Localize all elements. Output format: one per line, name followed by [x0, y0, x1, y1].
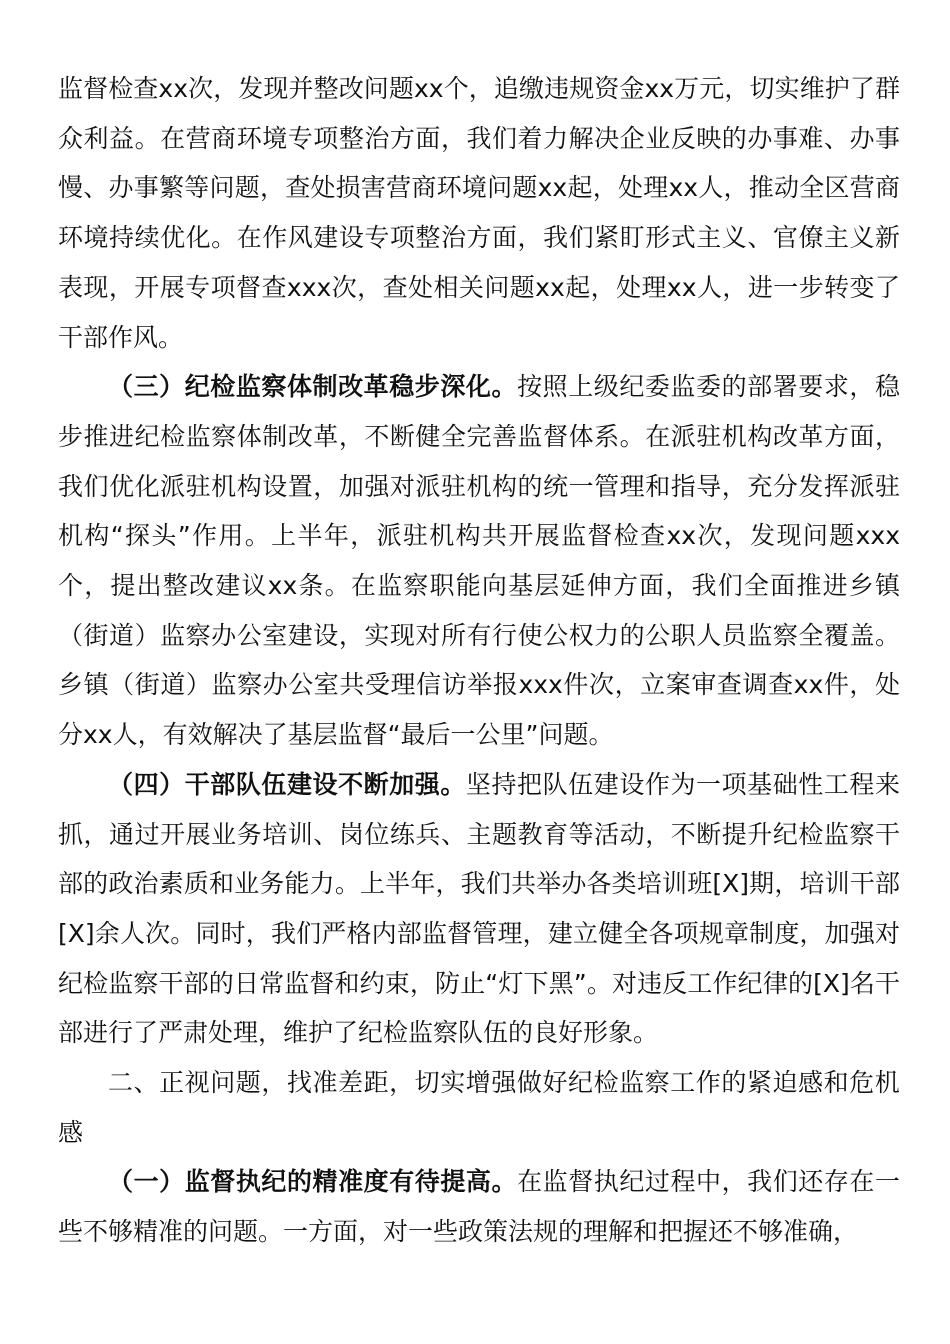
section-title-text: 二、正视问题，找准差距，切实增强做好纪检监察工作的紧迫感和危机感	[58, 1068, 900, 1147]
paragraph-text: 监督检查xx次，发现并整改问题xx个，追缴违规资金xx万元，切实维护了群众利益。在营商环境专项整治方面，我们着力解决企业反映的办事难、办事慢、办事繁等问题，查处损害营商环境问题xx起，处理xx人，推动全区营商环境持续优化。在作风建设专项整治方面，我们紧盯形式主义、官僚主义新表现，开展专项督查xxx次，查处相关问题xx起，处理xx人，进一步转变了干部作风。	[58, 74, 900, 352]
paragraph-problem-1	[58, 1157, 900, 1256]
paragraph-heading: （四）干部队伍建设不断加强。	[108, 769, 466, 799]
document-page	[58, 64, 900, 1257]
section-title-2	[58, 1058, 900, 1157]
paragraph-heading: （一）监督执纪的精准度有待提高。	[108, 1167, 518, 1197]
paragraph-text: 在监督执纪过程中，我们还存在一些不够精准的问题。一方面，对一些政策法规的理解和把握还不够准确，	[58, 1167, 900, 1247]
paragraph-section-4	[58, 760, 900, 1058]
paragraph-section-3	[58, 362, 900, 760]
paragraph-text: 坚持把队伍建设作为一项基础性工程来抓，通过开展业务培训、岗位练兵、主题教育等活动，不断提升纪检监察干部的政治素质和业务能力。上半年，我们共举办各类培训班[X]期，培训干部[X]余人次。同时，我们严格内部监督管理，建立健全各项规章制度，加强对纪检监察干部的日常监督和约束，防止“灯下黑”。对违反工作纪律的[X]名干部进行了严肃处理，维护了纪检监察队伍的良好形象。	[58, 769, 900, 1048]
paragraph-heading: （三）纪检监察体制改革稳步深化。	[108, 372, 518, 402]
paragraph-continuation	[58, 64, 900, 362]
paragraph-text: 按照上级纪委监委的部署要求，稳步推进纪检监察体制改革，不断健全完善监督体系。在派驻机构改革方面，我们优化派驻机构设置，加强对派驻机构的统一管理和指导，充分发挥派驻机构“探头”作用。上半年，派驻机构共开展监督检查xx次，发现问题xxx个，提出整改建议xx条。在监察职能向基层延伸方面，我们全面推进乡镇（街道）监察办公室建设，实现对所有行使公权力的公职人员监察全覆盖。乡镇（街道）监察办公室共受理信访举报xxx件次，立案审查调查xx件，处分xx人，有效解决了基层监督“最后一公里”问题。	[58, 372, 900, 750]
